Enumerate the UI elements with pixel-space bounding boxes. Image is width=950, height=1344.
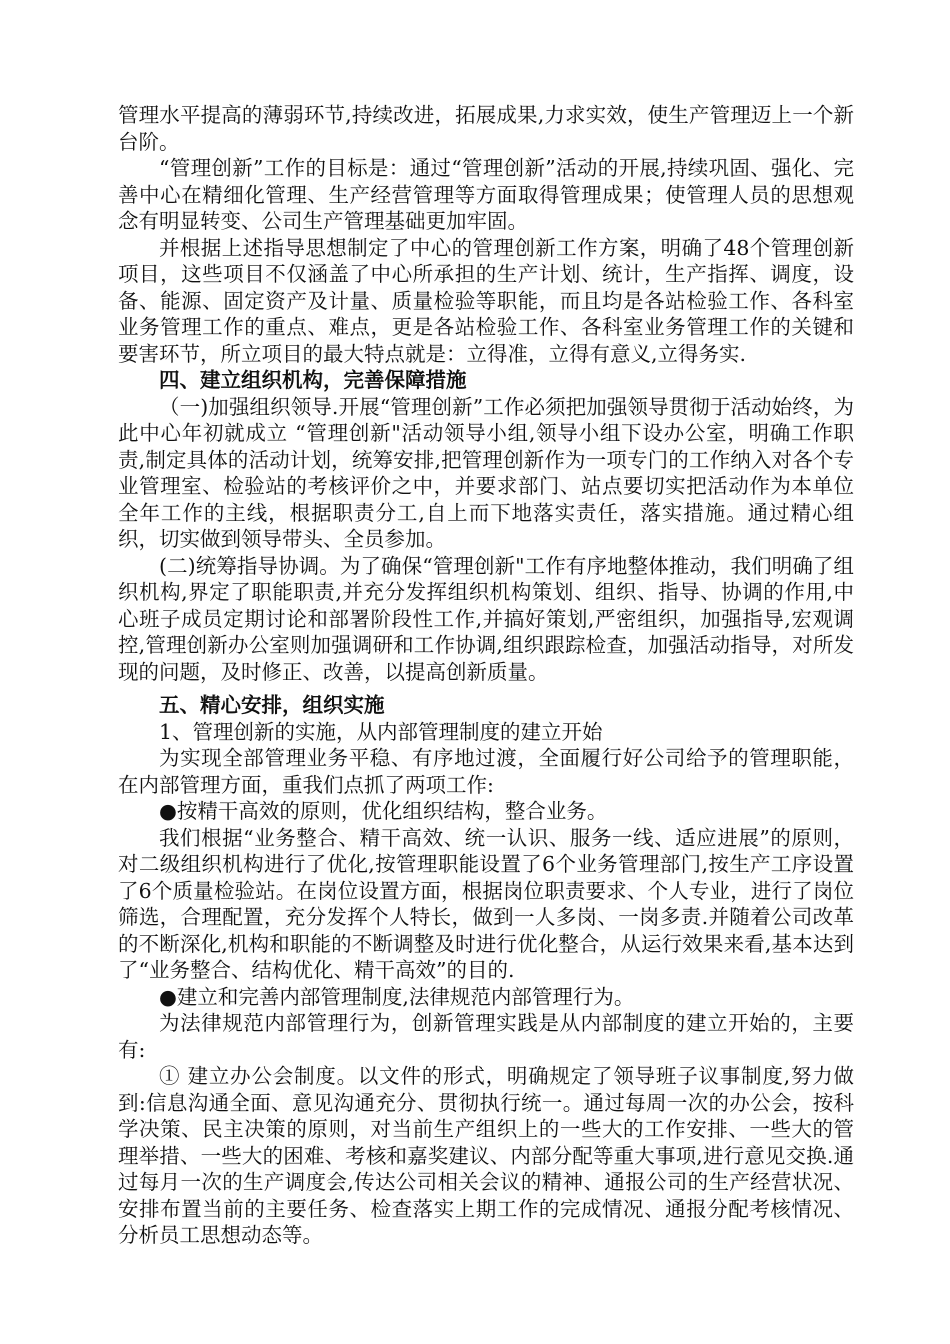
paragraph-continuation: 管理水平提高的薄弱环节,持续改进，拓展成果,力求实效，使生产管理迈上一个新台阶。	[118, 103, 854, 154]
bullet-item-system: ●建立和完善内部管理制度,法律规范内部管理行为。	[159, 984, 635, 1009]
paragraph-transition: 为实现全部管理业务平稳、有序地过渡，全面履行好公司给予的管理职能，在内部管理方面，重我们点抓了两项工作:	[118, 746, 854, 797]
paragraph-leadership: （一)加强组织领导.开展“管理创新”工作必须把加强领导贯彻于活动始终，为此中心年初就成立 “管理创新"活动领导小组,领导小组下设办公室，明确工作职责,制定具体的活动计划，统筹安排,把管理创新作为一项专门的工作纳入对各个专业管理室、检验站的考核评价之中，并要求部门、站点要切实把活动作为本单位全年工作的主线，根据职责分工,自上而下地落实责任，落实措施。通过精心组织，切实做到领导带头、全员参加。	[118, 394, 854, 551]
paragraph-optimization: 我们根据“业务整合、精干高效、统一认识、服务一线、适应进展”的原则，对二级组织机构进行了优化,按管理职能设置了6个业务管理部门,按生产工序设置了6个质量检验站。在岗位设置方面，根据岗位职责要求、个人专业，进行了岗位筛选，合理配置，充分发挥个人特长，做到一人多岗、一岗多责.并随着公司改革的不断深化,机构和职能的不断调整及时进行优化整合，从运行效果来看,基本达到了“业务整合、结构优化、精干高效”的目的.	[118, 825, 854, 982]
paragraph-subheading-1: 1、管理创新的实施，从内部管理制度的建立开始	[159, 719, 603, 744]
paragraph-plan: 并根据上述指导思想制定了中心的管理创新工作方案，明确了48个管理创新项目，这些项目不仅涵盖了中心所承担的生产计划、统计，生产指挥、调度，设备、能源、固定资产及计量、质量检验等职能，而且均是各站检验工作、各科室业务管理工作的重点、难点，更是各站检验工作、各科室业务管理工作的关键和要害环节，所立项目的最大特点就是：立得准，立得有意义,立得务实.	[118, 235, 854, 366]
document-body	[118, 102, 854, 1249]
bullet-item-structure: ●按精干高效的原则，优化组织结构，整合业务。	[159, 799, 608, 823]
paragraph-goal: “管理创新”工作的目标是：通过“管理创新”活动的开展,持续巩固、强化、完善中心在精细化管理、生产经营管理等方面取得管理成果；使管理人员的思想观念有明显转变、公司生产管理基础更加牢固。	[118, 156, 854, 233]
paragraph-office-meeting: ① 建立办公会制度。以文件的形式，明确规定了领导班子议事制度,努力做到:信息沟通全面、意见沟通充分、贯彻执行统一。通过每周一次的办公会，按科学决策、民主决策的原则，对当前生产组织上的一些大的工作安排、一些大的管理举措、一些大的困难、考核和嘉奖建议、内部分配等重大事项,进行意见交换.通过每月一次的生产调度会,传达公司相关会议的精神、通报公司的生产经营状况、安排布置当前的主要任务、检查落实上期工作的完成情况、通报分配考核情况、分析员工思想动态等。	[118, 1064, 854, 1247]
section-heading-4: 四、建立组织机构，完善保障措施	[159, 368, 467, 392]
paragraph-regulation: 为法律规范内部管理行为，创新管理实践是从内部制度的建立开始的，主要有:	[118, 1011, 854, 1062]
paragraph-coordination: (二)统筹指导协调。为了确保“管理创新"工作有序地整体推动，我们明确了组织机构,界定了职能职责,并充分发挥组织机构策划、组织、指导、协调的作用,中心班子成员定期讨论和部署阶段性工作,并搞好策划,严密组织，加强指导,宏观调控,管理创新办公室则加强调研和工作协调,组织跟踪检查，加强活动指导，对所发现的问题，及时修正、改善，以提高创新质量。	[118, 553, 854, 684]
section-heading-5: 五、精心安排，组织实施	[159, 693, 385, 717]
